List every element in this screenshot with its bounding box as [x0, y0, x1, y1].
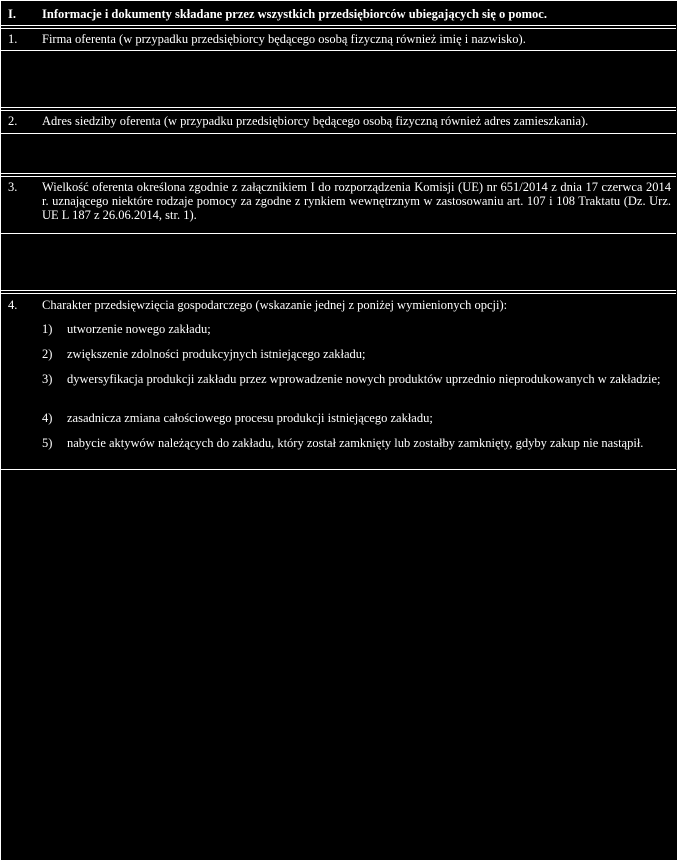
divider	[0, 233, 676, 234]
option-text: dywersyfikacja produkcji zakładu przez wprowadzenie nowych produktów uprzednio nieprodukowanych w zakładzie;	[67, 372, 661, 386]
divider	[0, 133, 676, 134]
section-title: Informacje i dokumenty składane przez wszystkich przedsiębiorców ubiegających się o pomoc.	[42, 7, 547, 21]
item-text: Firma oferenta (w przypadku przedsiębiorcy będącego osobą fizyczną również imię i nazwisko).	[42, 32, 526, 46]
option-text: zasadnicza zmiana całościowego procesu produkcji istniejącego zakładu;	[67, 411, 433, 425]
option-number: 5)	[42, 436, 53, 450]
divider	[0, 469, 676, 470]
divider	[0, 107, 676, 108]
option-text: utworzenie nowego zakładu;	[67, 322, 211, 336]
item-text: Wielkość oferenta określona zgodnie z załącznikiem I do rozporządzenia Komisji (UE) nr 651/2014 z dnia 17 czerwca 2014 r. uznającego niektóre rodzaje pomocy za zgodne z rynkiem wewnętrznym w zastosowaniu art. 107 i 108 Traktatu (Dz. Urz. UE L 187 z 26.06.2014, str. 1).	[42, 180, 671, 222]
item-4-answer-field[interactable]	[1, 471, 677, 858]
divider	[0, 110, 676, 111]
option-number: 2)	[42, 347, 53, 361]
item-2-answer-field[interactable]	[1, 135, 677, 173]
item-1-answer-field[interactable]	[1, 52, 677, 107]
option-number: 1)	[42, 322, 53, 336]
item-text: Adres siedziby oferenta (w przypadku przedsiębiorcy będącego osobą fizyczną również adres zamieszkania).	[42, 114, 589, 128]
item-number: 1.	[8, 32, 18, 46]
divider	[0, 176, 676, 177]
option-number: 3)	[42, 372, 53, 386]
divider	[0, 290, 676, 291]
item-number: 4.	[8, 298, 18, 312]
divider	[0, 28, 676, 29]
section-number: I.	[8, 7, 16, 21]
divider	[0, 293, 676, 294]
option-text: nabycie aktywów należących do zakładu, który został zamknięty lub zostałby zamknięty, gdyby zakup nie nastąpił.	[67, 436, 644, 450]
option-number: 4)	[42, 411, 53, 425]
item-text: Charakter przedsięwzięcia gospodarczego (wskazanie jednej z poniżej wymienionych opcji):	[42, 298, 508, 312]
divider	[0, 50, 676, 51]
divider	[0, 173, 676, 174]
item-number: 2.	[8, 114, 18, 128]
option-text: zwiększenie zdolności produkcyjnych istniejącego zakładu;	[67, 347, 366, 361]
item-number: 3.	[8, 180, 18, 194]
item-3-answer-field[interactable]	[1, 235, 677, 290]
divider	[0, 25, 676, 26]
